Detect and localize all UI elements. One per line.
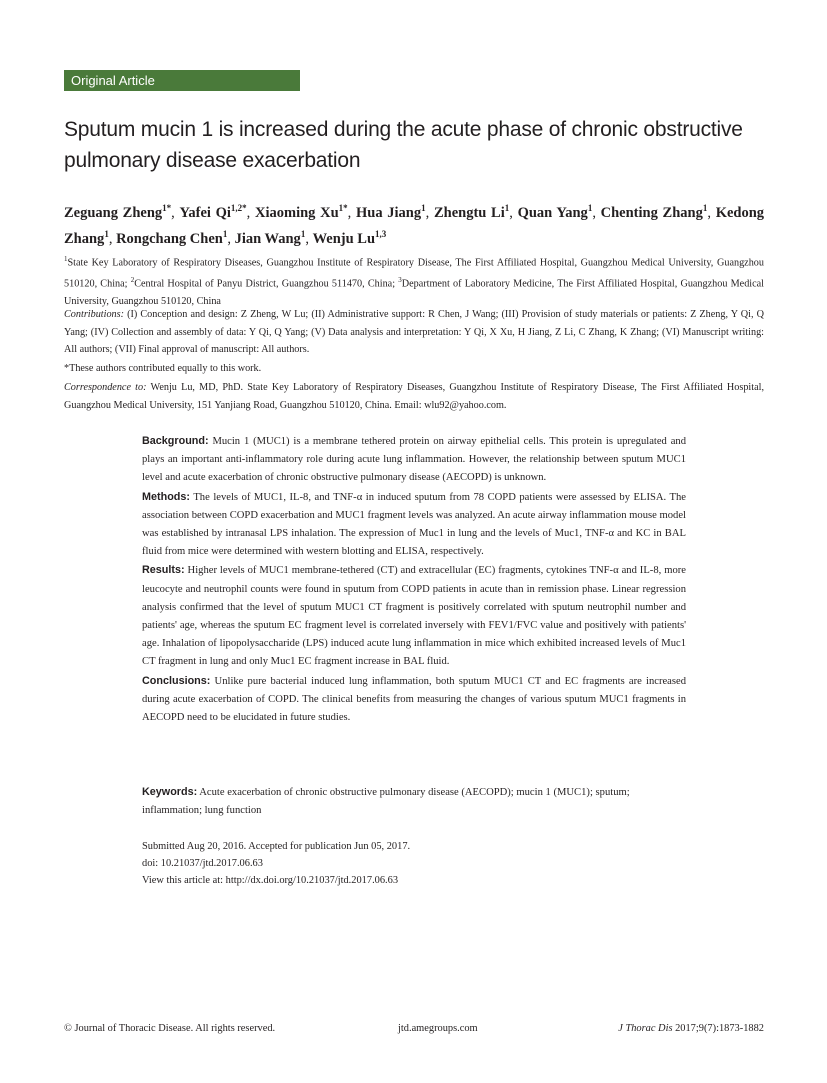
keywords: Keywords: Acute exacerbation of chronic obstructive pulmonary disease (AECOPD); mucin 1 (MUC1); sputum; inflammation; lung function (142, 786, 630, 817)
correspondence: Correspondence to: Wenju Lu, MD, PhD. State Key Laboratory of Respiratory Diseases, Guangzhou Institute of Respiratory Disease, The First Affiliated Hospital, Guangzhou Medical University, 151 Yanjiang Road, Guangzhou 510120, China. Email: wlu92@yahoo.com. (64, 382, 764, 411)
journal-citation: J Thorac Dis 2017;9(7):1873-1882 (618, 1023, 764, 1034)
abstract-methods: Methods: The levels of MUC1, IL-8, and TNF-α in induced sputum from 78 COPD patients were assessed by ELISA. The association between COPD exacerbation and MUC1 fragment levels was analyzed. An acute airway inflammation mouse model was established by intranasal LPS inhalation. The expression of Muc1 in lung and the levels of Muc1, TNF-α and KC in BAL fluid from mice were determined with western blotting and ELISA, respectively. (142, 490, 686, 558)
article-type-badge: Original Article (64, 70, 300, 91)
author: Zeguang Zheng$^{1*}$ (64, 203, 172, 221)
author: Yafei $Qi^{1,2*}$ (179, 203, 247, 221)
author: Quan Yang$^1$ (517, 203, 593, 221)
abstract-background: Background: Mucin 1 (MUC1) is a membrane tethered protein on airway epithelial cells. This protein is upregulated and plays an important anti-inflammatory role during acute lung inflammation. However, the relationship between sputum MUC1 level and acute exacerbation of chronic obstructive pulmonary disease (AECOPD) is unknown. (142, 435, 686, 484)
author: Jian Wang$^1$ (234, 228, 306, 247)
author: Kedong Zhang$^1$ (64, 204, 765, 247)
journal-site-link[interactable]: jtd.amegroups.com (398, 1023, 478, 1034)
author: Rongchang Chen$^1$ (116, 228, 228, 247)
author: Zhengtu Li$^1$ (433, 203, 510, 221)
author: Wenju Lu$^{1,3}$ (312, 228, 387, 247)
copyright: © Journal of Thoracic Disease. All rights reserved. (64, 1023, 276, 1034)
doi[interactable]: doi: 10.21037/jtd.2017.06.63 (142, 858, 263, 870)
article-title: Sputum mucin 1 is increased during the acute phase of chronic obstructive pulmonary disease exacerbation (64, 118, 743, 172)
author-contributions: Contributions: (I) Conception and design: Z Zheng, W Lu; (II) Administrative support: R Chen, J Wang; (III) Provision of study materials or patients: Z Zheng, Y Qi, Q Yang; (IV) Collection and assembly of data: Y Qi, Q Yang; (V) Data analysis and interpretation: Y Qi, X Xu, H Jiang, Z Li, C Zhang, K Zhang; (VI) Manuscript writing: All authors; (VII) Final approval of manuscript: All authors. (64, 309, 764, 355)
abstract (142, 432, 686, 727)
submission-dates: Submitted Aug 20, 2016. Accepted for publication Jun 05, 2017. (142, 841, 411, 852)
publication-info (142, 838, 686, 890)
article-link[interactable]: View this article at: http://dx.doi.org/10.21037/jtd.2017.06.63 (142, 875, 399, 887)
abstract-results: Results: Higher levels of MUC1 membrane-tethered (CT) and extracellular (EC) fragments, cytokines TNF-α and IL-8, more leucocyte and neutrophil counts were found in sputum from COPD patients in acute than in remission phase. Linear regression analysis confirmed that the level of sputum MUC1 CT fragment is positively correlated with sputum neutrophil number and patients' age, whereas the sputum EC fragment level is correlated inversely with FEV1/FVC value and positively with patients' age. Inhalation of lipopolysaccharide (LPS) induced acute lung inflammation in mice which exhibited increased levels of Muc1 CT fragment in lung and only Muc1 EC fragment increase in BAL fluid. (142, 564, 686, 668)
page-footer (64, 1021, 764, 1037)
equal-contribution-note: *These authors contributed equally to this work. (64, 363, 262, 374)
abstract-conclusions: Conclusions: Unlike pure bacterial induced lung inflammation, both sputum MUC1 CT and EC fragments are increased during acute exacerbation of COPD. The clinical benefits from measuring the changes of various sputum MUC1 fragments in AECOPD need to be elucidated in future studies. (142, 674, 686, 724)
author: Chenting Zhang$^1$ (600, 203, 708, 221)
author-list: Zeguang Zheng$^{1*}$, Yafei $Qi^{1,2*}$, Xiaoming $Xu^{1*}$, Hua Jiang$^1$, Zhengtu Li$^1$, Quan Yang$^1$, Chenting Zhang$^1$, Kedong Zhang$^1$, Rongchang Chen$^1$, Jian Wang$^1$, Wenju Lu$^{1,3}$ (64, 203, 765, 247)
author: Xiaoming $Xu^{1*}$ (255, 203, 348, 221)
author: Hua Jiang$^1$ (355, 203, 426, 221)
affiliations: $^1$State Key Laboratory of Respiratory Diseases, Guangzhou Institute of Respiratory Disease, The First Affiliated Hospital, Guangzhou Medical University, Guangzhou 510120, China; $^2$Central Hospital of Panyu District, Guangzhou 511470, China; $^3$Department of Laboratory Medicine, The First Affiliated Hospital, Guangzhou Medical University, Guangzhou 510120, China (64, 255, 764, 307)
